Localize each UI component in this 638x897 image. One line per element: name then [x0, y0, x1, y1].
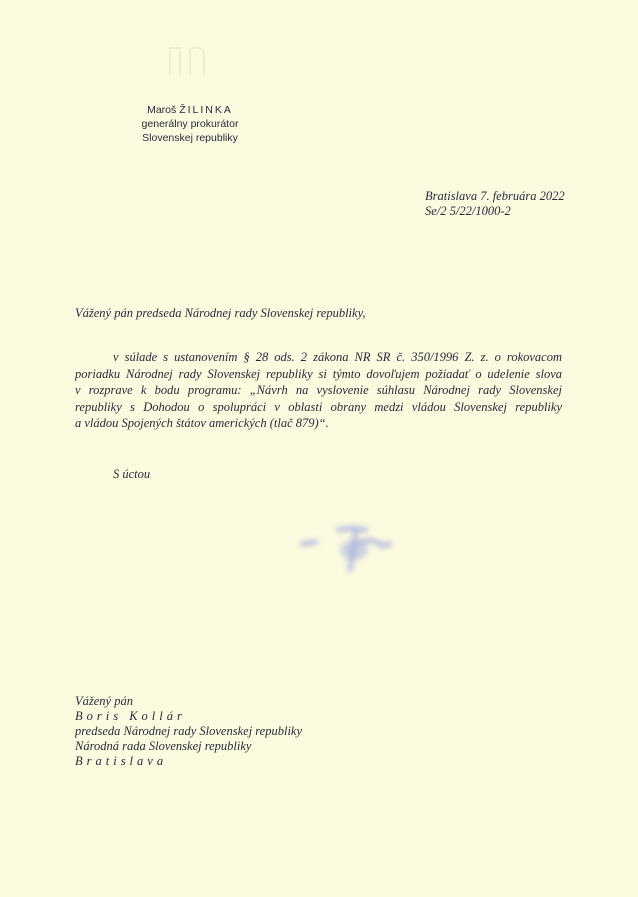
recipient-institution: Národná rada Slovenskej republiky — [75, 739, 252, 753]
sender-institution: Slovenskej republiky — [142, 132, 238, 144]
recipient-title: predseda Národnej rady Slovenskej republiky — [75, 724, 303, 738]
signature-blurred — [290, 520, 420, 580]
body-line: v rozprave k bodu programu: „Návrh na vyslovenie súhlasu Národnej rady Slovenskej — [75, 383, 562, 397]
body-line: poriadku Národnej rady Slovenskej republiky si týmto dovoľujem požiadať o udelenie slova — [75, 366, 562, 381]
closing-phrase: S úctou — [113, 467, 151, 481]
body-line: a vládou Spojených štátov amerických (tlač 879)“. — [75, 416, 329, 430]
faint-watermark-mark — [160, 40, 220, 80]
body-line: v súlade s ustanovením § 28 ods. 2 zákona NR SR č. 350/1996 Z. z. o rokovacom — [113, 350, 562, 364]
sender-block — [128, 103, 252, 145]
letter-body — [75, 349, 562, 432]
sender-first-name: Maroš — [147, 104, 177, 116]
address-greeting: Vážený pán — [75, 694, 133, 708]
letter-date: Bratislava 7. februára 2022 — [425, 189, 565, 203]
body-line: republiky s Dohodou o spolupráci v oblasti obrany medzi vládou Slovenskej republiky — [75, 399, 562, 414]
salutation: Vážený pán predseda Národnej rady Slovenskej republiky, — [75, 306, 366, 320]
recipient-address — [75, 694, 302, 769]
recipient-name: Boris Kollár — [75, 709, 186, 723]
sender-surname: ŽILINKA — [179, 104, 233, 116]
sender-name — [128, 103, 252, 117]
sender-title: generálny prokurátor — [141, 118, 239, 130]
date-reference-block — [425, 189, 565, 219]
reference-number: Se/2 5/22/1000-2 — [425, 204, 511, 218]
recipient-city: Bratislava — [75, 754, 168, 768]
